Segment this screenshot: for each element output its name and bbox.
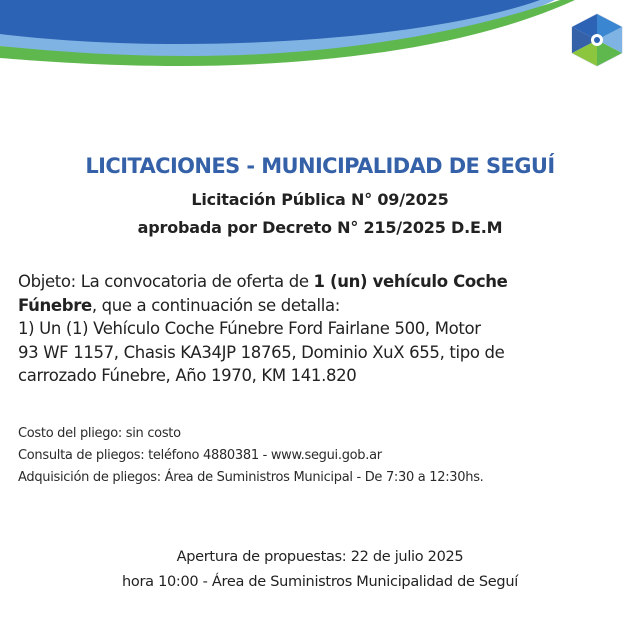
apertura-time-place: hora 10:00 - Área de Suministros Municipalidad de Seguí: [122, 574, 518, 590]
objeto-section: [18, 270, 628, 388]
municipal-logo-icon: [568, 12, 626, 68]
consulta-pliegos: Consulta de pliegos: teléfono 4880381 - www.segui.gob.ar: [18, 448, 382, 463]
header-wave-decoration: [0, 0, 640, 90]
objeto-line-1: [18, 270, 628, 294]
tender-number: Licitación Pública N° 09/2025: [191, 190, 449, 209]
objeto-intro: Objeto: La convocatoria de oferta de: [18, 272, 314, 291]
objeto-line-4: 93 WF 1157, Chasis KA34JP 18765, Dominio XuX 655, tipo de: [18, 342, 505, 362]
costo-pliego: Costo del pliego: sin costo: [18, 426, 181, 441]
objeto-detail-intro: , que a continuación se detalla:: [91, 295, 340, 315]
objeto-bold-funebre: Fúnebre: [18, 295, 92, 315]
decree-reference: aprobada por Decreto N° 215/2025 D.E.M: [137, 218, 503, 237]
page-title: LICITACIONES - MUNICIPALIDAD DE SEGUÍ: [85, 154, 555, 178]
adquisicion-pliegos: Adquisición de pliegos: Área de Suministros Municipal - De 7:30 a 12:30hs.: [18, 470, 484, 485]
apertura-section: [0, 545, 640, 595]
objeto-line-5: carrozado Fúnebre, Año 1970, KM 141.820: [18, 366, 357, 385]
objeto-line-2: [18, 294, 628, 318]
details-section: [18, 423, 633, 489]
objeto-bold-item: 1 (un) vehículo Coche: [313, 272, 508, 291]
apertura-date: Apertura de propuestas: 22 de julio 2025: [176, 549, 464, 565]
objeto-line-3: 1) Un (1) Vehículo Coche Fúnebre Ford Fairlane 500, Motor: [18, 319, 481, 338]
